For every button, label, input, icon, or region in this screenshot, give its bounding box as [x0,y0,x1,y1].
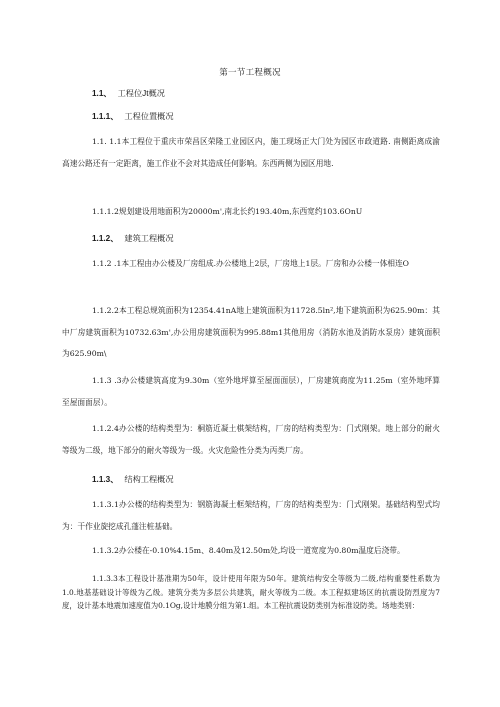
paragraph-building-height: 1.1.3 .3办公楼建筑高度为9.30m（室外地坪算至屋面面层），厂房建筑商度为11.25m（室外地坪算至屋面面层）。 [62,376,440,407]
heading-text: 建筑工程概况 [124,234,174,243]
heading-text: 工程位Jt概况 [117,89,165,98]
heading-number: 1.1、 [92,89,112,98]
heading-number: 1.1.1、 [92,112,119,121]
paragraph-structure-type: 1.1.3.1办公楼的结构类型为：钢筋海凝土框架结构，厂房的结构类型为：门式刚架。基础结构型式均为：干作业旋挖成孔蓬注桩基础。 [62,500,440,531]
paragraph-design-basis: 1.1.3.3本工程设计基准期为50年，设计使用年限为50年。建筑结构安全等级为二级,结构重要性系数为1.0.地基基础设计等级为乙级。建筑分类为多层公共建筑，耐火等级为二级。本工程拟建场区的抗震设防烈度为7度，设计基本地震加速度值为0.1Og,设计地膜分组为第1.组。本工程抗震设防类别为标准设防类。场地类别： [62,574,440,610]
heading-text: 结构工程概况 [124,475,174,484]
paragraph-location: 1.1. 1.1本工程位于重庆市荣昌区荣隆工业园区内，施工现场正大门处为园区市政道路. 南侧距离成渝高速公路还有一定距离，施工作业不会对其造成任何影响。东西两侧为园区用地. [62,137,440,168]
heading-number: 1.1.2、 [92,234,119,243]
heading-1-1-2 [92,233,174,244]
paragraph-building-composition: 1.1.2 .1本工程由办公楼及厂房组成.办公楼地上2层，厂房地上1层。厂房和办公楼一体相连O [92,259,409,268]
section-title: 第一节工程概况 [219,68,281,78]
heading-1-1 [92,88,165,99]
heading-1-1-1 [92,111,174,122]
heading-1-1-3 [92,474,174,485]
paragraph-structure-fire-rating: 1.1.2.4办公楼的结构类型为：桐筋近凝土棋架结构，厂房的结构类型为：门式刚架。地上部分的耐火等级为二级，地下部分的耐火等级为一级。火灾危险性分类为丙类厂房。 [62,424,440,455]
heading-number: 1.1.3、 [92,475,119,484]
heading-text: 工程位置概况 [124,112,174,121]
paragraph-land-area: 1.1.1.2规划建设用地面积为20000m',南北长约193.40m,东西宽约103.6OnU [92,207,363,216]
paragraph-floor-area: 1.1.2.2本工程总规筑面积为12354.41nA地上建筑面积为11728.5ln²,地下建筑面积为625.90m：其中厂房建筑面积为10732.63m',办公用房建筑面积为995.88m1其他用房（消防水池及消防水泵房）建筑面积为625.90m\ [62,306,440,358]
paragraph-post-pour-strip: 1.1.3.2办公楼在-0.10%4.15m、8.40m及12.50m处,均设一道宽度为0.80m温度后浇带。 [92,546,405,555]
